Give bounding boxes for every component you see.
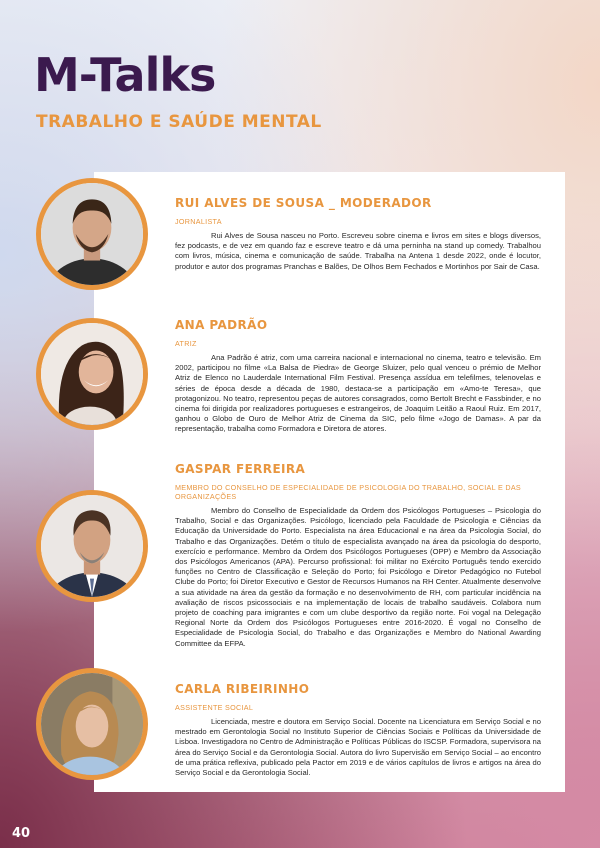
speaker-photo-gaspar-ferreira bbox=[36, 490, 148, 602]
speaker-role: MEMBRO DO CONSELHO DE ESPECIALIDADE DE PSICOLOGIA DO TRABALHO, SOCIAL E DAS ORGANIZAÇÕES bbox=[175, 483, 522, 501]
speaker-name: RUI ALVES DE SOUSA _ MODERADOR bbox=[175, 196, 432, 210]
speaker-photo-ana-padrao bbox=[36, 318, 148, 430]
portrait-icon bbox=[41, 673, 143, 775]
speaker-photo-rui-alves-de-sousa bbox=[36, 178, 148, 290]
speaker-name: CARLA RIBEIRINHO bbox=[175, 682, 310, 696]
page-title: M-Talks bbox=[34, 48, 216, 102]
speaker-role: JORNALISTA bbox=[175, 217, 222, 226]
page-number: 40 bbox=[12, 826, 31, 841]
speaker-bio: Ana Padrão é atriz, com uma carreira nacional e internacional no cinema, teatro e televisão. Em 2002, participou no filme «La Balsa de Piedra» de George Sluizer, pelo qual venceu o prémio de Melhor Atriz de Elenco no Lauderdale International Film Festival. Presença assídua em telefilmes, telenovelas e séries de época desde a década de 1980, destaca-se a participação em «Amo-te Teresa», que protagonizou. No teatro, representou peças de autores consagrados, como Bertolt Brecht e Fassbinder, e no cinema foi dirigida por realizadores portugueses e estrangeiros, de Joaquim Leitão a Raoul Ruiz. Em 2017, ganhou o Globo de Ouro de Melhor Atriz de Cinema da SIC, pelo filme «Jogo de Damas». A par da representação, trabalha como Formadora e Diretora de atores. bbox=[175, 353, 541, 434]
speaker-photo-carla-ribeirinho bbox=[36, 668, 148, 780]
portrait-icon bbox=[41, 183, 143, 285]
portrait-icon bbox=[41, 323, 143, 425]
speaker-bio: Licenciada, mestre e doutora em Serviço Social. Docente na Licenciatura em Serviço Social e no mestrado em Gerontologia Social no Instituto Superior de Ciências Sociais e Políticas da Universidade de Lisboa. Investigadora no Centro de Administração e Políticas Públicas do ISCSP. Formadora, supervisora na área do Serviço Social e da Gerontologia Social. Autora do livro Supervisão em Serviço Social – ao encontro de uma prática reflexiva, publicado pela Pactor em 2019 e de vários capítulos de livros e artigos na área do Serviço Social e da Gerontologia Social. bbox=[175, 717, 541, 778]
speaker-role: ASSISTENTE SOCIAL bbox=[175, 703, 254, 712]
speaker-bio: Rui Alves de Sousa nasceu no Porto. Escreveu sobre cinema e livros em sites e blogs diversos, fez podcasts, e de vez em quando faz e escreve teatro e dá uma perninha na stand up comedy. Trabalhou com livros, música, cinema e comunicação de saúde. Trabalha na Antena 1 desde 2022, onde é locutor, produtor e autor dos programas Pranchas e Balões, De Olhos Bem Fechados e Mortinhos por Sair de Casa. bbox=[175, 231, 541, 271]
page-subtitle: TRABALHO E SAÚDE MENTAL bbox=[36, 112, 322, 132]
speaker-name: GASPAR FERREIRA bbox=[175, 462, 306, 476]
speaker-entry bbox=[175, 318, 541, 435]
speaker-entry bbox=[175, 462, 541, 649]
speaker-bio: Membro do Conselho de Especialidade da Ordem dos Psicólogos Portugueses – Psicologia do Trabalho, Social e das Organizações. Psicólogo, licenciado pela Faculdade de Psicologia e Ciências da Educação da Universidade do Porto. Especialista na área Educacional e na área da Psicologia Social, do Trabalho e das Organizações. Detém o título de especialista avançado na área da psicologia do desporto, exercício e performance. Membro da Ordem dos Psicólogos Portugueses (OPP) e Membro da Associação dos Psicólogos Americanos (APA). Percurso profissional: foi militar no Exército Português tendo exercido funções no Centro de Classificação e Seleção do Porto; foi Psicólogo e Diretor Pedagógico no Futebol Clube do Porto; foi Diretor Executivo e Gestor de Recursos Humanos na RH Center. Atualmente desenvolve a sua atividade na área da gestão da formação e no desenvolvimento de RH, com particular incidência na avaliação de riscos psicossociais e na implementação de locais de trabalho saudáveis. Colabora num projeto de coaching para imigrantes e com um clube desportivo da região norte. Foi vogal na Delegação Regional Norte da Ordem dos Psicólogos Portugueses entre 2016-2020. É vogal no Conselho de Especialidade de Psicologia Social, do Trabalho e das Organizações e Membro do National Awarding Committee da EFPA. bbox=[175, 506, 541, 648]
speaker-role: ATRIZ bbox=[175, 339, 197, 348]
speaker-name: ANA PADRÃO bbox=[175, 318, 268, 332]
portrait-icon bbox=[41, 495, 143, 597]
speaker-entry bbox=[175, 196, 541, 272]
speaker-entry bbox=[175, 682, 541, 778]
